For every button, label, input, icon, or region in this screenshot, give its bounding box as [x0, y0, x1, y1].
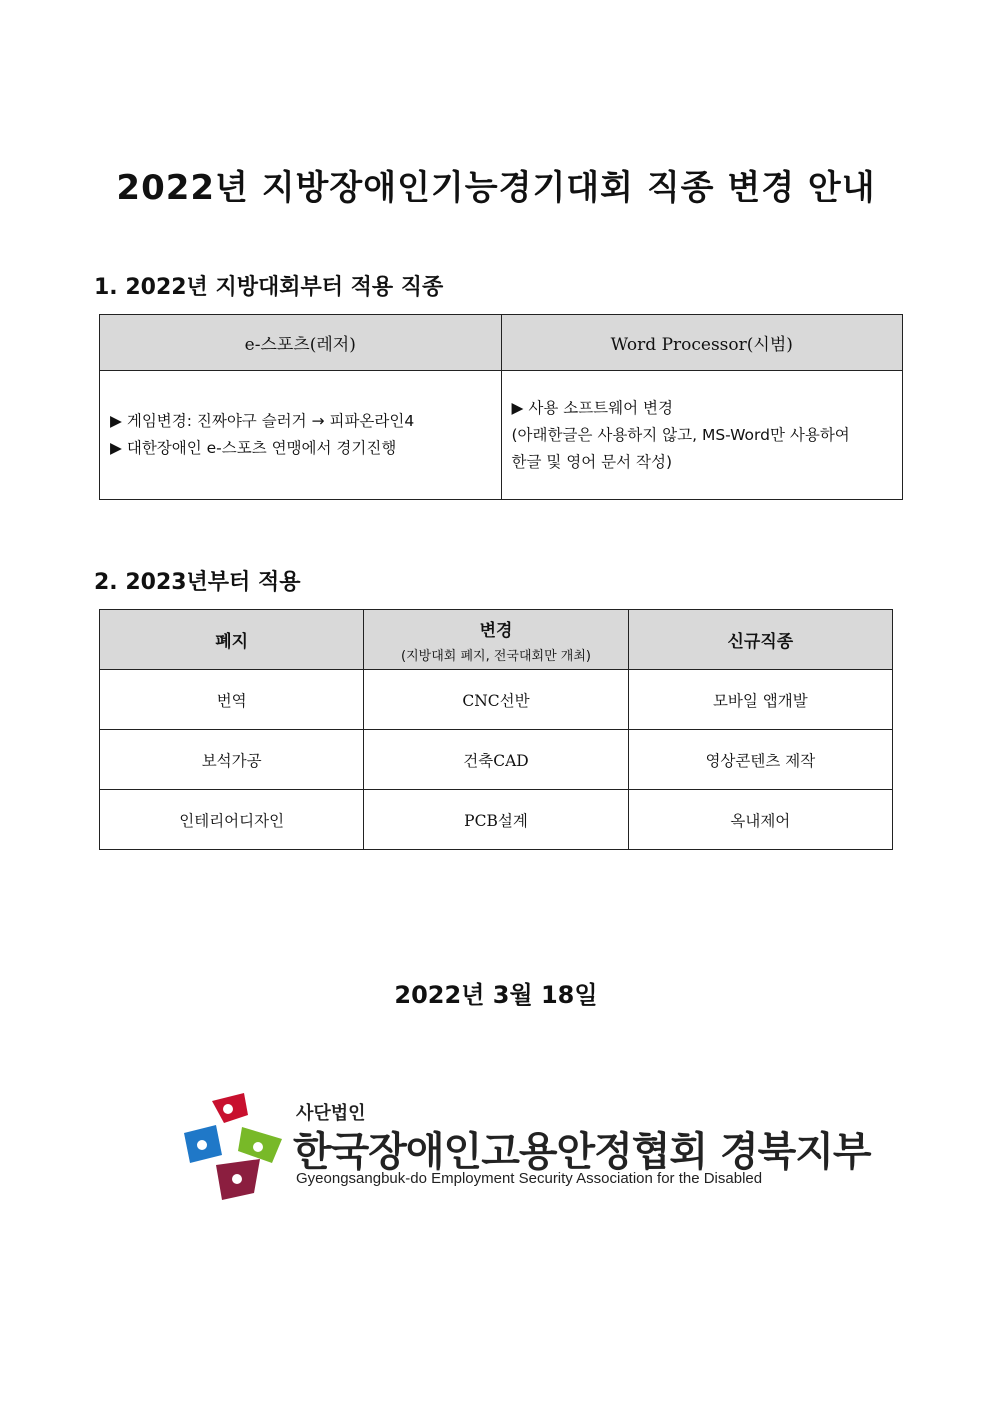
- table-row: [100, 730, 893, 790]
- table-cell: PCB설계: [364, 790, 628, 850]
- table-row: [100, 670, 893, 730]
- logo-english-name: Gyeongsangbuk-do Employment Security Association for the Disabled: [296, 1170, 763, 1187]
- column-header-esports: e-스포츠(레저): [100, 315, 502, 371]
- list-item: ▶ 사용 소프트웨어 변경: [511, 398, 673, 417]
- logo-small-text: 사단법인: [296, 1103, 366, 1124]
- table-2023-changes: [99, 609, 893, 850]
- list-item: 한글 및 영어 문서 작성): [511, 452, 673, 471]
- list-item: ▶ 대한장애인 e-스포츠 연맹에서 경기진행: [110, 439, 397, 457]
- column-header-abolished: 폐지: [100, 610, 364, 670]
- section1-heading: 1. 2022년 지방대회부터 적용 직종: [94, 275, 444, 300]
- logo-organization-name: 한국장애인고용안정협회 경북지부: [293, 1129, 871, 1175]
- table-cell: 영상콘텐츠 제작: [628, 730, 892, 790]
- table-cell: 건축CAD: [364, 730, 628, 790]
- column-header-changed-note: (지방대회 폐지, 전국대회만 개최): [401, 648, 591, 664]
- list-item: ▶ 게임변경: 진짜야구 슬러거 → 피파온라인4: [110, 412, 415, 430]
- section2-heading: 2. 2023년부터 적용: [94, 570, 301, 595]
- table-cell: 옥내제어: [628, 790, 892, 850]
- esports-cell: [100, 371, 502, 500]
- table-cell: 모바일 앱개발: [628, 670, 892, 730]
- column-header-changed: [364, 610, 628, 670]
- page-title: 2022년 지방장애인기능경기대회 직종 변경 안내: [116, 168, 876, 208]
- list-item: (아래한글은 사용하지 않고, MS-Word만 사용하여: [511, 425, 850, 444]
- word-processor-cell: [501, 371, 903, 500]
- table-cell: CNC선반: [364, 670, 628, 730]
- table-cell: 번역: [100, 670, 364, 730]
- column-header-new: 신규직종: [628, 610, 892, 670]
- table-cell: 보석가공: [100, 730, 364, 790]
- table-row: [100, 790, 893, 850]
- column-header-word-processor: Word Processor(시범): [501, 315, 903, 371]
- table-2022-changes: [99, 314, 903, 500]
- association-logo-icon: [182, 1093, 284, 1200]
- column-header-changed-label: 변경: [479, 620, 513, 641]
- document-date: 2022년 3월 18일: [394, 981, 598, 1009]
- table-cell: 인테리어디자인: [100, 790, 364, 850]
